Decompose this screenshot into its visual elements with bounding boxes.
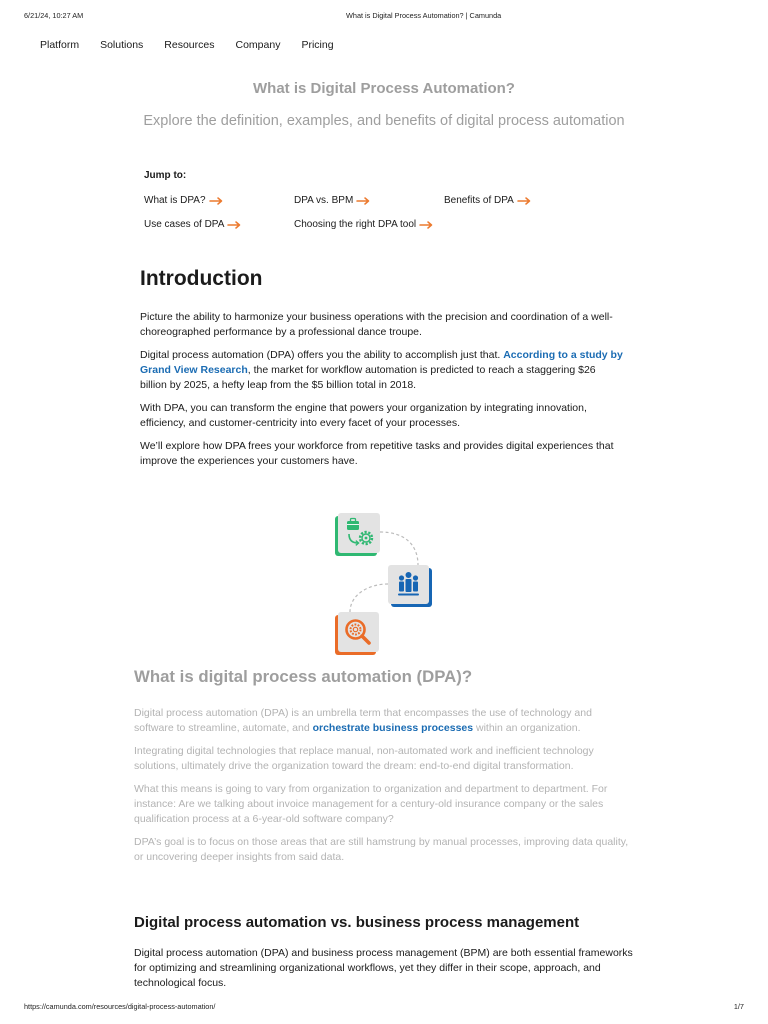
jump-link-use-cases-of-dpa[interactable] [144,219,294,231]
text-segment: software to streamline, automate, and [134,722,313,734]
text-line: Picture the ability to harmonize your business operations with the precision and coordination of a well- [140,311,613,323]
jump-link-dpa-vs-bpm[interactable] [294,195,444,207]
main-nav [40,39,334,51]
jump-link-label: What is DPA? [144,195,206,206]
text-line: solutions, ultimately drive the organization toward the dream: end-to-end digital transformation. [134,760,574,772]
text-line: What this means is going to vary from organization to organization and department to department. For [134,783,608,795]
arrow-right-icon [419,221,433,229]
grand-view-research-link[interactable]: According to a study by [503,349,623,361]
print-footer-url: https://camunda.com/resources/digital-process-automation/ [24,1002,216,1011]
what-is-dpa-body [134,706,628,873]
dashed-connector-bottom [350,584,388,612]
page-title: What is Digital Process Automation? [253,80,515,97]
paragraph [140,401,623,431]
what-is-dpa-heading: What is digital process automation (DPA)? [134,667,473,686]
text-line: or uncovering deeper insights from said data. [134,851,345,863]
dpa-vs-bpm-heading: Digital process automation vs. business process management [134,914,580,931]
dpa-vs-bpm-body [134,946,633,999]
paragraph [140,310,623,340]
text-line: for optimizing and streamlining organizational workflows, yet they differ in their scope, approach, and [134,962,601,974]
text-line [140,363,623,378]
process-tile-green [335,513,380,556]
text-segment: , the market for workflow automation is predicted to reach a staggering $26 [247,364,596,376]
text-segment: Digital process automation (DPA) offers you the ability to accomplish just that. [140,349,504,361]
text-line: choreographed performance by a professional dance troupe. [140,326,422,338]
nav-solutions[interactable]: Solutions [100,39,144,51]
jump-to-label: Jump to: [144,170,187,181]
text-line: technological focus. [134,977,227,989]
jump-to-links [144,195,594,231]
text-line: With DPA, you can transform the engine that powers your organization by integrating innovation, [140,402,587,414]
orchestrate-business-processes-link[interactable]: orchestrate business processes [312,722,474,734]
introduction-heading: Introduction [140,267,263,290]
jump-link-choosing-dpa-tool[interactable] [294,219,444,231]
paragraph [134,835,628,865]
print-header-title: What is Digital Process Automation? | Camunda [346,11,502,20]
paragraph [140,348,623,393]
introduction-body [140,310,623,477]
arrow-right-icon [356,197,370,205]
paragraph [134,706,628,736]
text-line: Digital process automation (DPA) and business process management (BPM) are both essential frameworks [134,947,633,959]
jump-link-label: Choosing the right DPA tool [294,219,417,230]
nav-company[interactable]: Company [235,39,281,51]
paragraph [140,439,623,469]
arrow-right-icon [209,197,223,205]
text-line: instance: Are we talking about invoice management for a century-old insurance company or the sales [134,798,604,810]
text-line: billion by 2025, a hefty leap from the $5 billion total in 2018. [140,379,417,391]
jump-link-benefits-of-dpa[interactable] [444,195,594,207]
text-line: efficiency, and customer-centricity into every facet of your processes. [140,417,460,429]
tile-face [338,612,379,652]
dashed-connector-top [380,532,418,565]
process-tile-orange [335,612,379,655]
text-segment: within an organization. [473,722,581,734]
print-footer-page-number: 1/7 [733,1002,744,1011]
text-line: Integrating digital technologies that replace manual, non-automated work and inefficient technology [134,745,594,757]
process-tile-blue [388,565,432,607]
text-line: improve the experiences your customers have. [140,455,358,467]
dpa-illustration [320,505,440,660]
text-line [140,348,623,363]
arrow-right-icon [227,221,241,229]
text-line: We’ll explore how DPA frees your workforce from repetitive tasks and provides digital experiences that [140,440,614,452]
text-line: Digital process automation (DPA) is an umbrella term that encompasses the use of technology and [134,707,592,719]
text-line: DPA’s goal is to focus on those areas that are still hamstrung by manual processes, improving data quality, [134,836,629,848]
jump-link-label: Use cases of DPA [144,219,225,230]
print-header-datetime: 6/21/24, 10:27 AM [24,11,84,20]
nav-pricing[interactable]: Pricing [301,39,334,51]
page-subtitle: Explore the definition, examples, and benefits of digital process automation [143,113,625,129]
nav-resources[interactable]: Resources [164,39,215,51]
arrow-right-icon [517,197,531,205]
paragraph [134,946,633,991]
paragraph [134,782,628,827]
text-line: qualification process at a 6-year-old software company? [134,813,394,825]
nav-platform[interactable]: Platform [40,39,80,51]
jump-link-label: Benefits of DPA [444,195,514,206]
text-line [134,721,628,736]
jump-link-what-is-dpa[interactable] [144,195,294,207]
jump-link-label: DPA vs. BPM [294,195,354,206]
tile-face [338,513,380,553]
grand-view-research-link[interactable]: Grand View Research [140,364,248,376]
paragraph [134,744,628,774]
